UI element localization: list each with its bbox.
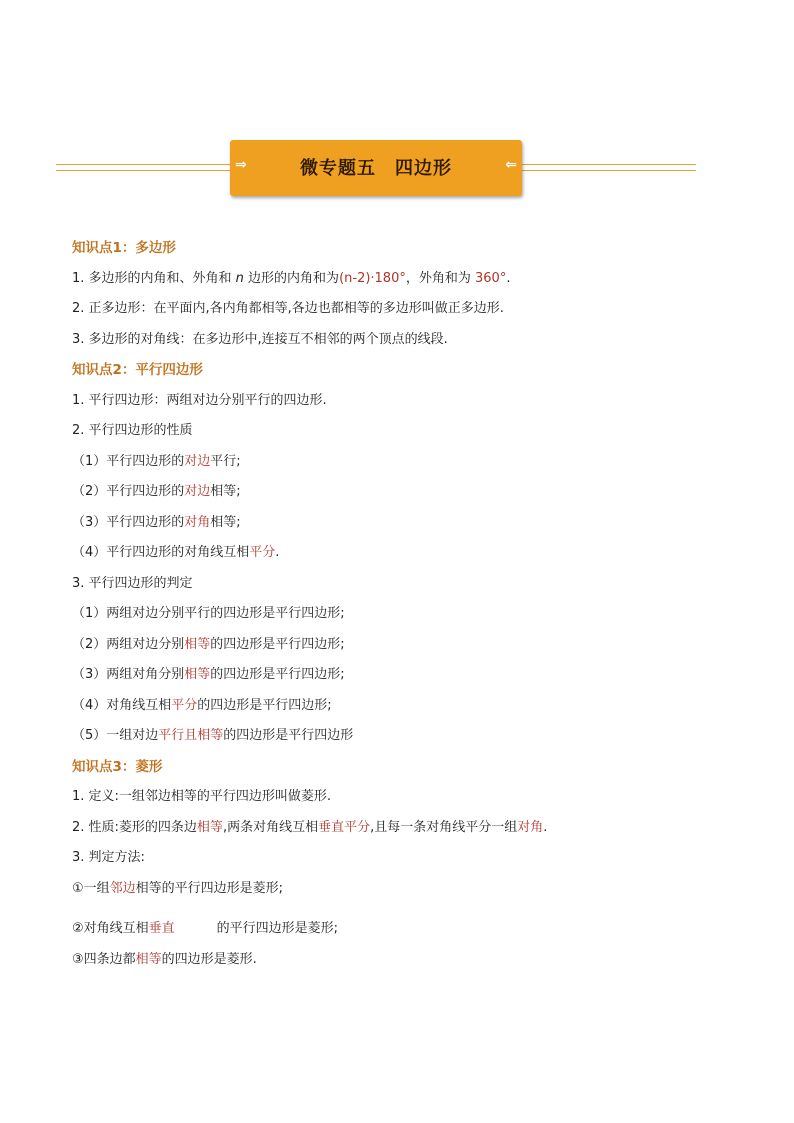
parallelogram-line-12: （5）一组对边平行且相等的四边形是平行四边形	[72, 728, 354, 743]
rhombus-line-4: ①一组邻边相等的平行四边形是菱形;	[72, 880, 284, 896]
parallelogram-line-3: （1）平行四边形的对边平行;	[72, 453, 241, 469]
rhombus-line-3: 3. 判定方法:	[72, 850, 145, 865]
section-heading-polygon: 知识点1：多边形	[72, 240, 176, 256]
left-rule-bottom	[56, 170, 232, 171]
polygon-line-1: 1. 多边形的内角和、外角和 n 边形的内角和为(n-2)·180°，外角和为 360°.	[72, 270, 511, 286]
title-banner	[56, 140, 696, 196]
parallelogram-line-9: （2）两组对边分别相等的四边形是平行四边形;	[72, 636, 345, 652]
parallelogram-line-1: 1. 平行四边形：两组对边分别平行的四边形.	[72, 392, 327, 408]
rhombus-line-1: 1. 定义:一组邻边相等的平行四边形叫做菱形.	[72, 789, 332, 804]
page-title: 微专题五 四边形	[300, 158, 452, 179]
right-rule-top	[522, 164, 696, 165]
right-rule-bottom	[522, 170, 696, 171]
left-rule-top	[56, 164, 232, 165]
parallelogram-line-6: （4）平行四边形的对角线互相平分.	[72, 545, 280, 560]
parallelogram-line-4: （2）平行四边形的对边相等;	[72, 484, 241, 499]
polygon-line-3: 3. 多边形的对角线：在多边形中,连接互不相邻的两个顶点的线段.	[72, 331, 448, 347]
rhombus-line-5: ②对角线互相垂直 的平行四边形是菱形;	[72, 921, 339, 936]
section-heading-parallelogram: 知识点2：平行四边形	[72, 362, 203, 378]
parallelogram-line-5: （3）平行四边形的对角相等;	[72, 514, 241, 530]
polygon-line-2: 2. 正多边形：在平面内,各内角都相等,各边也都相等的多边形叫做正多边形.	[72, 301, 504, 316]
double-arrow-left-icon: ⇐	[505, 157, 517, 173]
double-arrow-right-icon: ⇒	[235, 157, 247, 173]
rhombus-line-6: ③四条边都相等的四边形是菱形.	[72, 951, 257, 967]
parallelogram-line-10: （3）两组对角分别相等的四边形是平行四边形;	[72, 667, 345, 682]
rhombus-line-2: 2. 性质:菱形的四条边相等,两条对角线互相垂直平分,且每一条对角线平分一组对角.	[72, 819, 548, 835]
parallelogram-line-11: （4）对角线互相平分的四边形是平行四边形;	[72, 697, 332, 713]
parallelogram-line-7: 3. 平行四边形的判定	[72, 575, 193, 591]
section-heading-rhombus: 知识点3：菱形	[72, 758, 163, 775]
parallelogram-line-8: （1）两组对边分别平行的四边形是平行四边形;	[72, 606, 345, 621]
document-body	[72, 233, 732, 975]
banner-box	[230, 140, 522, 196]
parallelogram-line-2: 2. 平行四边形的性质	[72, 423, 193, 438]
